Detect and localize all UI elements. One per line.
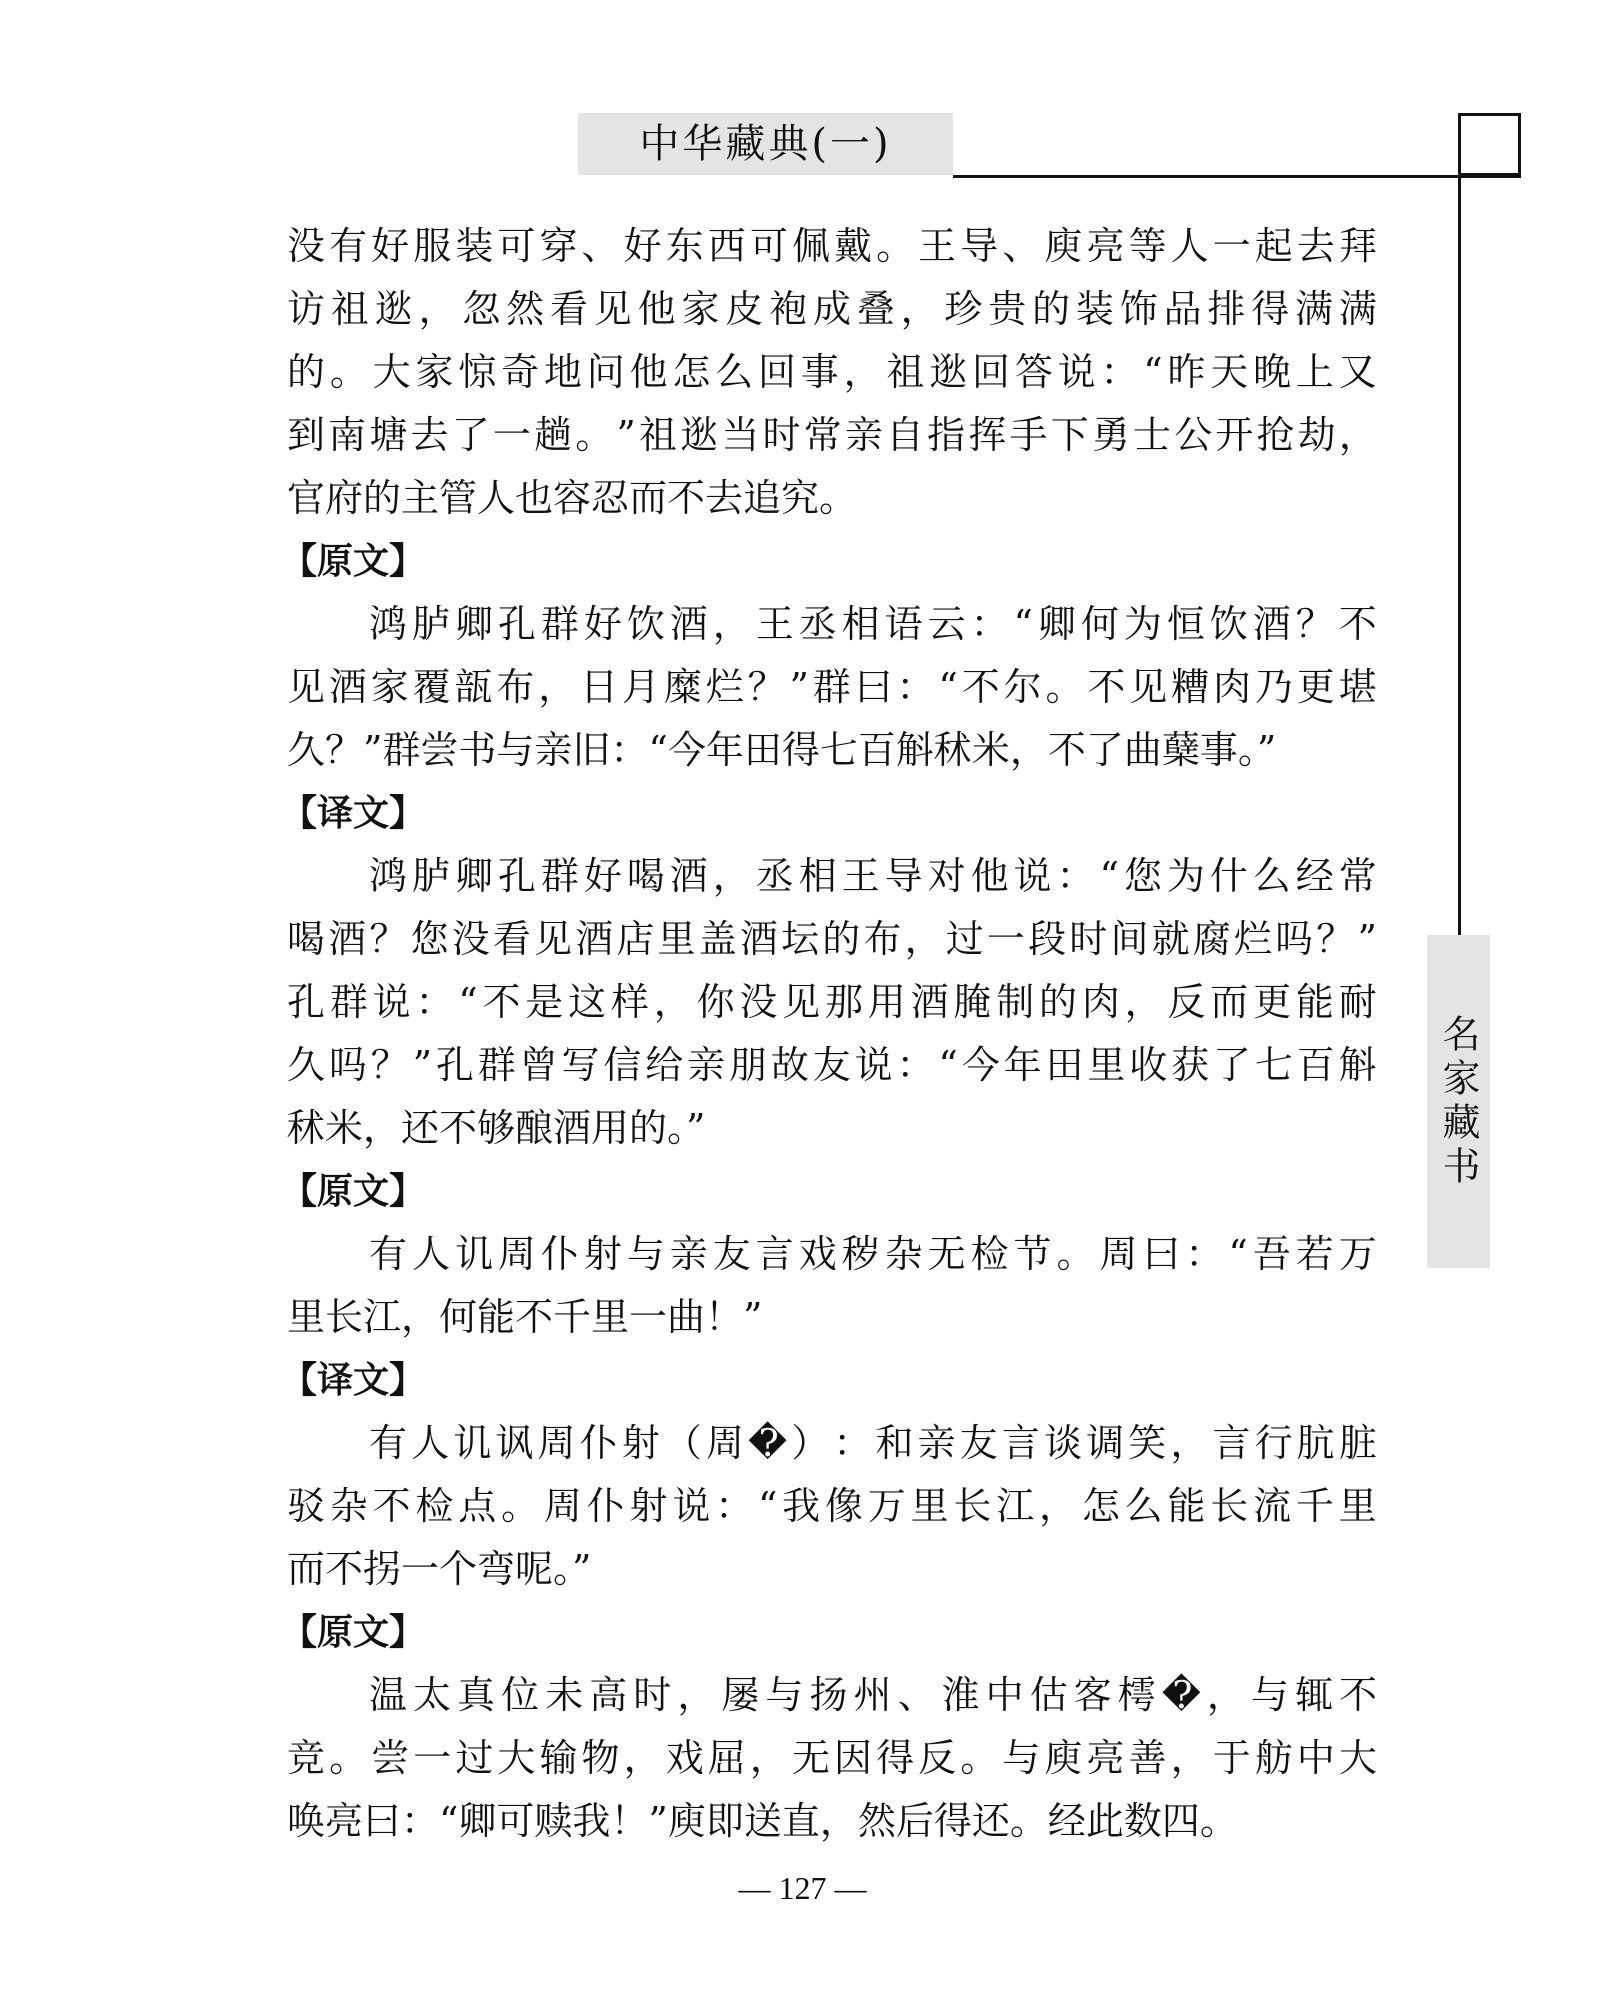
text-line: 温 太 真 位 未 高 时 ， 屡 与 扬 州 、 淮 中 估 客 樗 � ， 与 辄 不 <box>369 1673 1377 1717</box>
corner-frame <box>1458 113 1521 176</box>
text-line: 里长江，何能不千里一曲！” <box>287 1295 763 1339</box>
text-line: 的 。 大 家 惊 奇 地 问 他 怎 么 回 事 ， 祖 逖 回 答 说 ： “ 昨 天 晚 上 又 <box>287 350 1377 394</box>
text-line: 有 人 讥 周 仆 射 与 亲 友 言 戏 秽 杂 无 检 节 。 周 曰 ： “ 吾 若 万 <box>369 1232 1377 1276</box>
text-line: 见 酒 家 覆 瓿 布 ， 日 月 糜 烂 ？ ” 群 曰 ： “ 不 尔 。 不 见 糟 肉 乃 更 堪 <box>287 665 1377 709</box>
text-line: 而不拐一个弯呢。” <box>287 1547 592 1591</box>
text-line: 唤亮曰：“卿可赎我！”庾即送直，然后得还。经此数四。 <box>287 1799 1238 1843</box>
section-label: 【译文】 <box>281 793 426 834</box>
text-line: 久 吗 ？ ” 孔 群 曾 写 信 给 亲 朋 故 友 说 ： “ 今 年 田 里 收 获 了 七 百 斛 <box>287 1043 1377 1087</box>
text-line: 访 祖 逖 ， 忽 然 看 见 他 家 皮 袍 成 叠 ， 珍 贵 的 装 饰 品 排 得 满 满 <box>287 287 1377 331</box>
text-line: 没 有 好 服 装 可 穿 、 好 东 西 可 佩 戴 。 王 导 、 庾 亮 等 人 一 起 去 拜 <box>287 224 1377 268</box>
side-tab <box>1427 935 1490 1268</box>
section-label: 【原文】 <box>281 1612 426 1653</box>
text-line: 官府的主管人也容忍而不去追究。 <box>287 476 858 520</box>
page-content <box>281 215 1377 1853</box>
text-line: 鸿 胪 卿 孔 群 好 饮 酒 ， 王 丞 相 语 云 ： “ 卿 何 为 恒 饮 酒 ？ 不 <box>369 602 1377 646</box>
text-line: 久？”群尝书与亲旧：“今年田得七百斛秫米，不了曲蘖事。” <box>287 728 1277 772</box>
book-title-header: 中华藏典(一) <box>578 113 953 175</box>
section-label: 【原文】 <box>281 541 426 582</box>
text-line: 鸿 胪 卿 孔 群 好 喝 酒 ， 丞 相 王 导 对 他 说 ： “ 您 为 什 么 经 常 <box>369 854 1377 898</box>
section-label: 【译文】 <box>281 1360 426 1401</box>
side-tab-label: 名家藏书 <box>1436 1013 1480 1190</box>
text-line: 秫米，还不够酿酒用的。” <box>287 1106 706 1150</box>
text-line: 驳 杂 不 检 点 。 周 仆 射 说 ： “ 我 像 万 里 长 江 ， 怎 么 能 长 流 千 里 <box>287 1484 1377 1528</box>
page-number: — 127 — <box>738 1870 867 1906</box>
section-label: 【原文】 <box>281 1171 426 1212</box>
side-rule <box>1458 113 1461 935</box>
text-line: 喝 酒 ？ 您 没 看 见 酒 店 里 盖 酒 坛 的 布 ， 过 一 段 时 间 就 腐 烂 吗 ？ ” <box>287 917 1377 961</box>
text-line: 孔 群 说 ： “ 不 是 这 样 ， 你 没 见 那 用 酒 腌 制 的 肉 ， 反 而 更 能 耐 <box>287 980 1377 1024</box>
text-line: 到 南 塘 去 了 一 趟 。 ” 祖 逖 当 时 常 亲 自 指 挥 手 下 勇 士 公 开 抢 劫 ， <box>287 413 1377 457</box>
text-line: 竞 。 尝 一 过 大 输 物 ， 戏 屈 ， 无 因 得 反 。 与 庾 亮 善 ， 于 舫 中 大 <box>287 1736 1377 1780</box>
header-rule <box>953 175 1521 178</box>
text-line: 有 人 讥 讽 周 仆 射 （ 周 � ） ： 和 亲 友 言 谈 调 笑 ， 言 行 肮 脏 <box>369 1421 1377 1465</box>
